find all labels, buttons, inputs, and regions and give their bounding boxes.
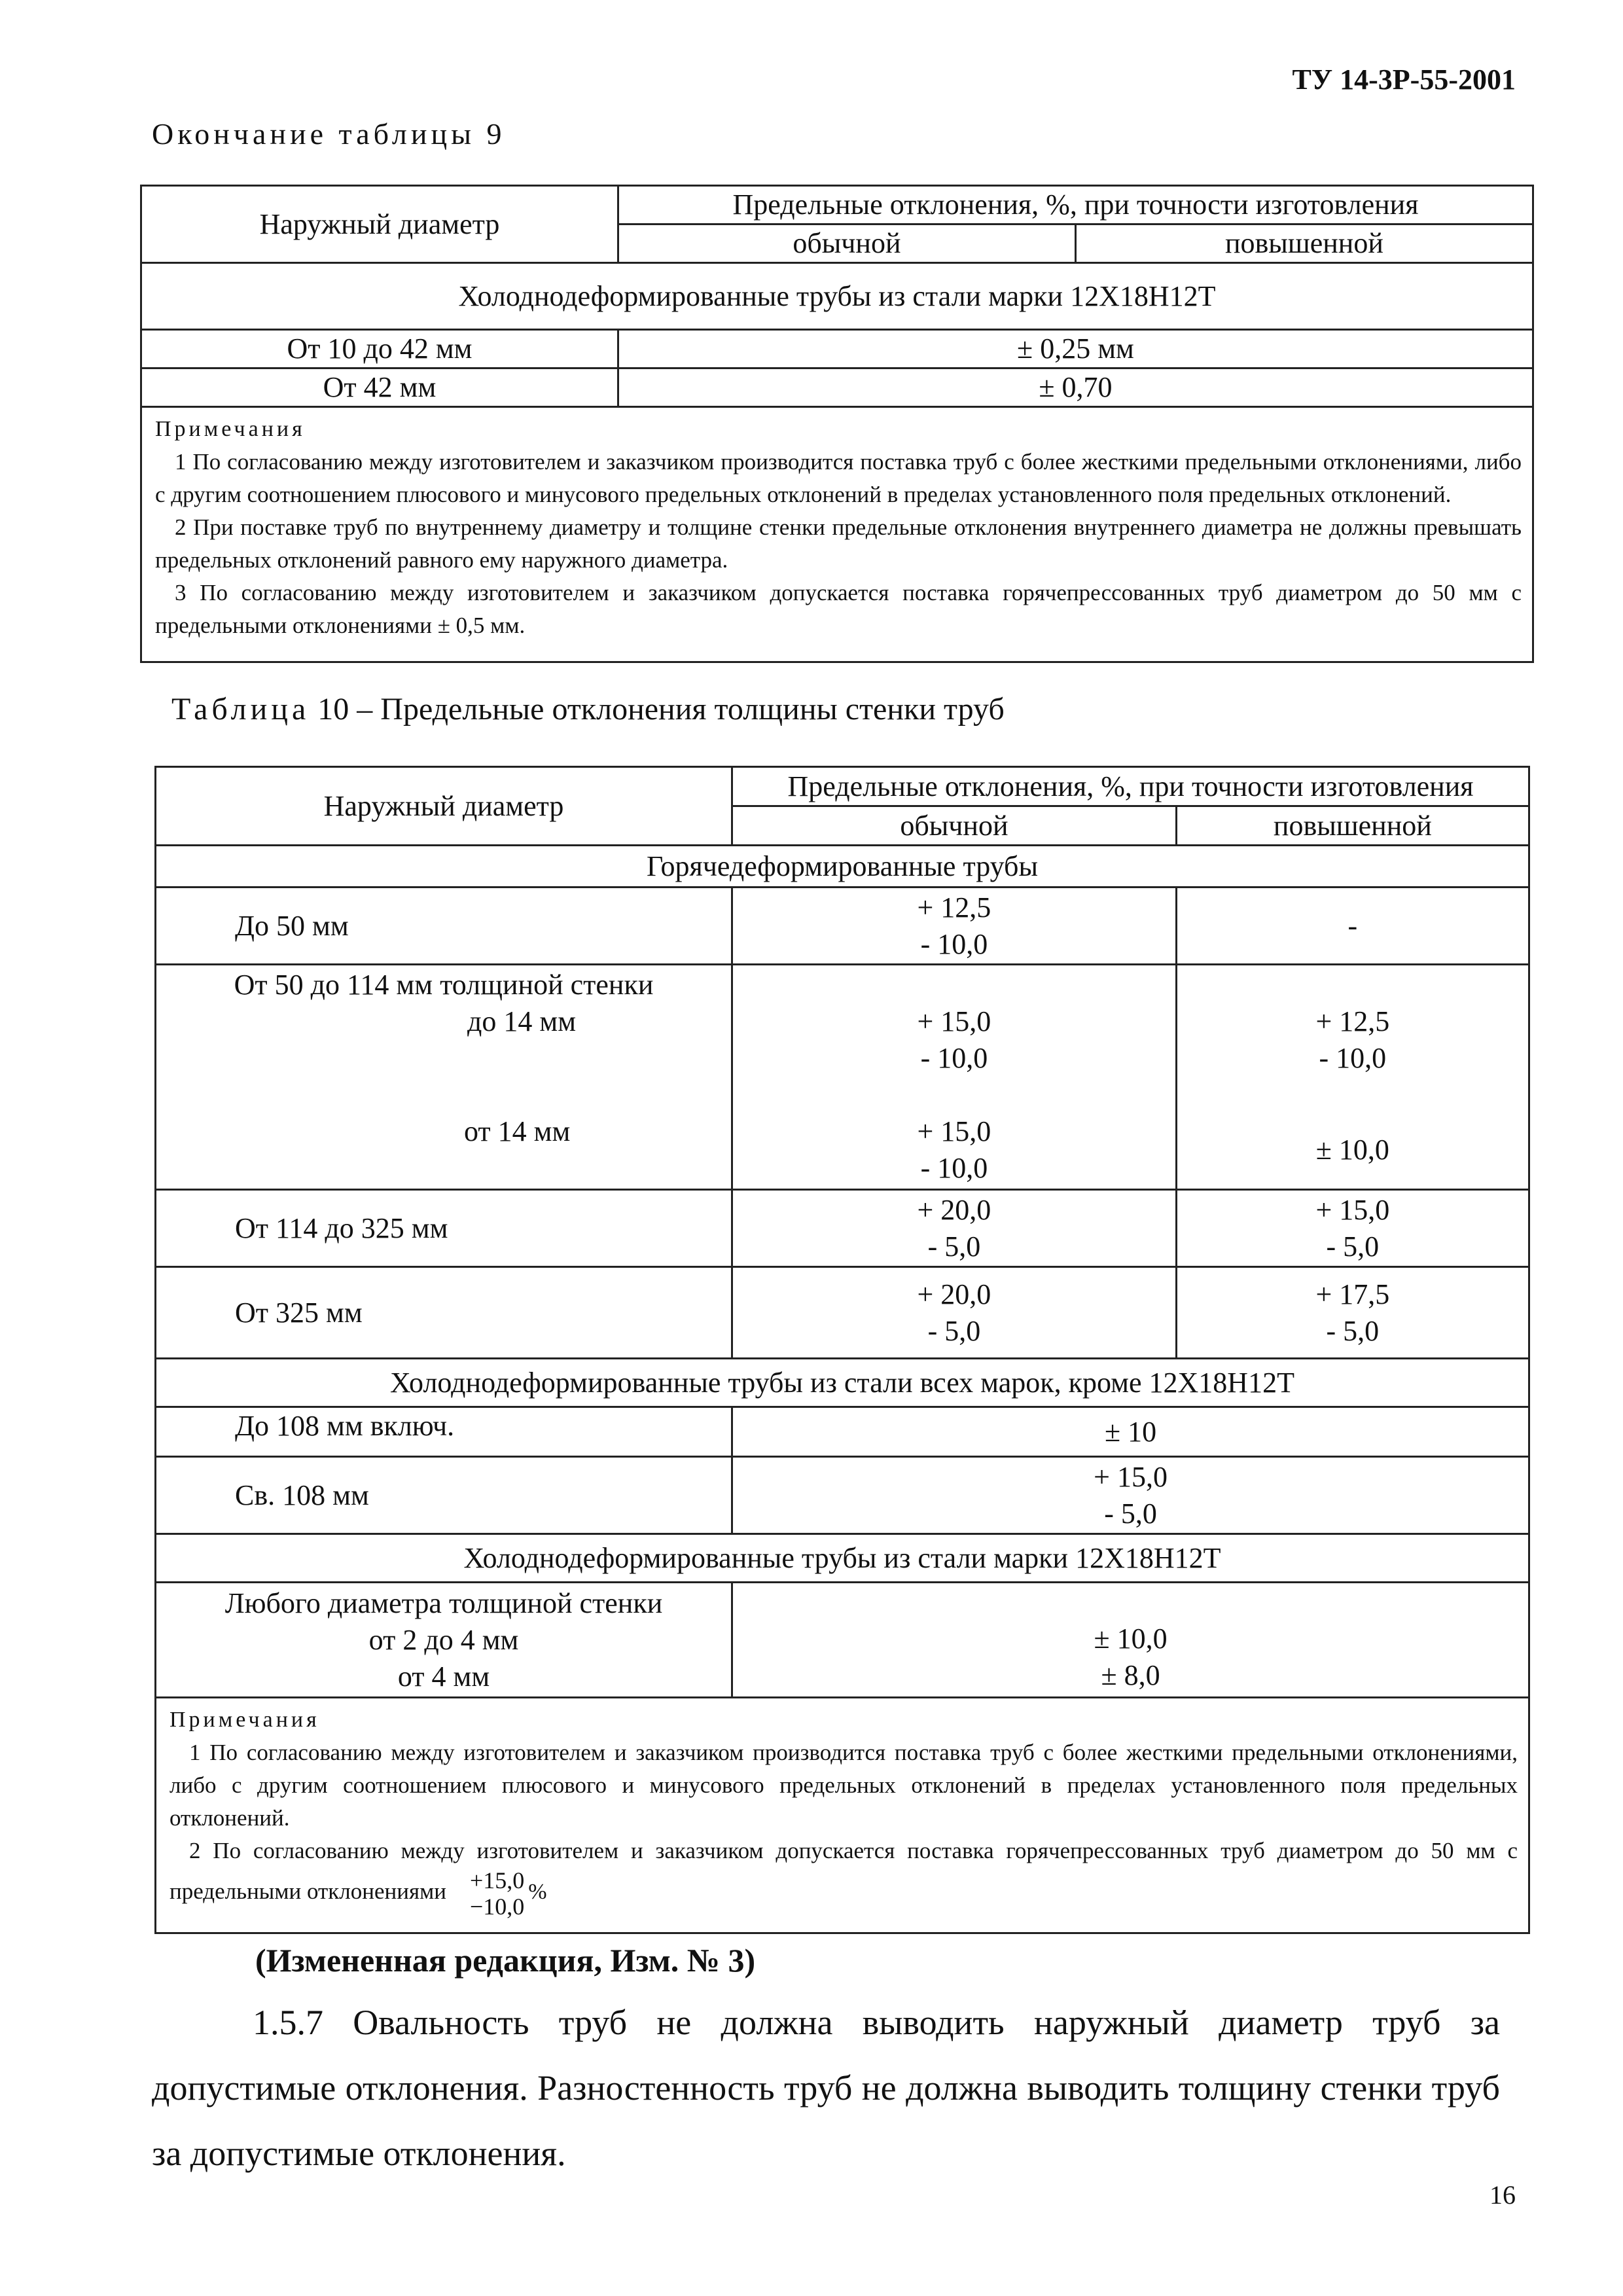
t9-note-3: 3 По согласованию между изготовителем и заказчиком допускается поставка горячепрессованных труб диаметром до 50 мм с предельными отклонениями ± 0,5 мм. (155, 580, 1522, 638)
t9-row2-diameter: От 42 мм (141, 368, 618, 407)
t10-r4-diameter: От 325 мм (156, 1267, 732, 1359)
t10-r2-diameter (156, 965, 732, 1190)
t10-r1-normal-minus: - 10,0 (920, 927, 988, 960)
paragraph-text: 1.5.7 Овальность труб не должна выводить наружный диаметр труб за допустимые отклонения. Разностенность труб не должна выводить толщину стенки труб за допустимые отклонения. (152, 2003, 1500, 2173)
t9-head-normal: обычной (618, 224, 1075, 263)
t10-r6-diameter: Св. 108 мм (156, 1457, 732, 1534)
t9-row2-value: ± 0,70 (618, 368, 1533, 407)
t10-head-group: Предельные отклонения, %, при точности изготовления (732, 767, 1529, 806)
t10-r7-diameter (156, 1583, 732, 1698)
t10-head-normal: обычной (732, 806, 1177, 846)
t10-r5-value: ± 10 (732, 1407, 1529, 1457)
t10-r1-diameter: До 50 мм (156, 888, 732, 965)
t10-r7-diameter-line2: от 2 до 4 мм (368, 1623, 519, 1656)
t9-head-group: Предельные отклонения, %, при точности изготовления (618, 186, 1533, 224)
t10-r7-value-1: ± 10,0 (1094, 1623, 1168, 1655)
t10-r2-improved-1: + 12,5 (1315, 1005, 1390, 1037)
t10-r2-diameter-line1: От 50 до 114 мм толщиной стенки (234, 969, 654, 1001)
t10-r3-normal-minus: - 5,0 (927, 1230, 981, 1263)
t10-note-2 (169, 1835, 1518, 1920)
t10-r7-value (732, 1583, 1529, 1698)
t10-r2-diameter-line3: от 14 мм (464, 1115, 571, 1147)
t9-note-2: 2 При поставке труб по внутреннему диаметру и толщине стенки предельные отклонения внутреннего диаметра не должны превышать предельных отклонений равного ему наружного диаметра. (155, 514, 1522, 573)
t10-r3-improved-minus: - 5,0 (1326, 1230, 1380, 1263)
t10-r2-improved (1176, 965, 1529, 1190)
t10-section-cold-all: Холоднодеформированные трубы из стали всех марок, кроме 12Х18Н12Т (156, 1359, 1529, 1407)
table9-caption: Окончание таблицы 9 (152, 117, 506, 151)
t10-r4-improved (1176, 1267, 1529, 1359)
t10-r1-normal-plus: + 12,5 (917, 891, 991, 924)
t10-note-2-text: 2 По согласованию между изготовителем и заказчиком допускается поставка горячепрессованных труб диаметром до 50 мм с предельными отклонениями (169, 1838, 1518, 1905)
table10-caption-label: Таблица (171, 692, 310, 726)
document-code: ТУ 14-3Р-55-2001 (1292, 63, 1516, 96)
t10-r4-normal-minus: - 5,0 (927, 1314, 981, 1347)
t10-r7-diameter-line3: от 4 мм (397, 1660, 490, 1693)
t10-r7-diameter-line1: Любого диаметра толщиной стенки (224, 1587, 663, 1619)
t10-r3-normal-plus: + 20,0 (917, 1193, 991, 1226)
t10-r4-improved-plus: + 17,5 (1315, 1278, 1390, 1310)
t9-section: Холоднодеформированные трубы из стали марки 12Х18Н12Т (141, 263, 1533, 330)
t10-r6-value-minus: - 5,0 (1104, 1497, 1157, 1530)
table10-caption-text: – Предельные отклонения толщины стенки труб (349, 692, 1005, 726)
t10-r6-value (732, 1457, 1529, 1534)
table-10 (154, 766, 1530, 1934)
t10-section-hot: Горячедеформированные трубы (156, 846, 1529, 888)
paragraph-1-5-7 (152, 1990, 1500, 2186)
t10-head-improved: повышенной (1176, 806, 1529, 846)
t9-note-1: 1 По согласованию между изготовителем и заказчиком производится поставка труб с более жесткими предельными отклонениями, либо с другим соотношением плюсового и минусового предельных отклонений в пределах установленного поля предельных отклонений. (155, 449, 1522, 507)
t10-r1-normal (732, 888, 1177, 965)
t10-note-1: 1 По согласованию между изготовителем и заказчиком производится поставка труб с более жесткими предельными отклонениями, либо с другим соотношением плюсового и минусового предельных отклонений в пределах установленного поля предельных отклонений. (169, 1740, 1518, 1831)
t10-r2-diameter-line2: до 14 мм (467, 1005, 577, 1037)
t10-r2-improved-2: - 10,0 (1319, 1042, 1387, 1074)
page-number: 16 (1489, 2180, 1516, 2210)
table10-caption (171, 691, 1005, 727)
t10-r2-normal-2: - 10,0 (920, 1042, 988, 1074)
t9-row1-diameter: От 10 до 42 мм (141, 330, 618, 368)
t10-r4-improved-minus: - 5,0 (1326, 1314, 1380, 1347)
t10-r4-normal (732, 1267, 1177, 1359)
t10-r2-normal (732, 965, 1177, 1190)
t9-notes-title: Примечания (155, 417, 306, 441)
fraction-top: +15,0 (469, 1867, 525, 1893)
t10-notes (156, 1698, 1529, 1933)
t10-head-diameter: Наружный диаметр (156, 767, 732, 846)
t10-r4-normal-plus: + 20,0 (917, 1278, 991, 1310)
t10-r3-diameter: От 114 до 325 мм (156, 1190, 732, 1267)
fraction-bottom: −10,0 (469, 1893, 525, 1920)
t10-r7-value-2: ± 8,0 (1101, 1659, 1160, 1691)
table10-caption-number: 10 (317, 692, 349, 726)
t9-notes (141, 407, 1533, 662)
t10-r1-improved: - (1176, 888, 1529, 965)
t9-head-diameter: Наружный диаметр (141, 186, 618, 263)
t10-r3-normal (732, 1190, 1177, 1267)
fraction-unit: % (528, 1880, 547, 1905)
t10-section-cold-12x18: Холоднодеформированные трубы из стали марки 12Х18Н12Т (156, 1534, 1529, 1583)
t10-r2-normal-1: + 15,0 (917, 1005, 991, 1037)
t10-r6-value-plus: + 15,0 (1094, 1460, 1168, 1493)
t10-notes-title: Примечания (169, 1708, 320, 1732)
revision-note: (Измененная редакция, Изм. № 3) (255, 1942, 756, 1979)
t9-head-improved: повышенной (1075, 224, 1533, 263)
t10-r3-improved (1176, 1190, 1529, 1267)
t10-r5-diameter: До 108 мм включ. (156, 1407, 732, 1457)
table-9 (140, 185, 1534, 663)
t10-r3-improved-plus: + 15,0 (1315, 1193, 1390, 1226)
t10-note-2-fraction (450, 1867, 524, 1920)
t9-row1-value: ± 0,25 мм (618, 330, 1533, 368)
t10-r2-normal-4: - 10,0 (920, 1152, 988, 1184)
t10-r2-improved-3: ± 10,0 (1315, 1134, 1389, 1166)
t10-r2-normal-3: + 15,0 (917, 1115, 991, 1147)
